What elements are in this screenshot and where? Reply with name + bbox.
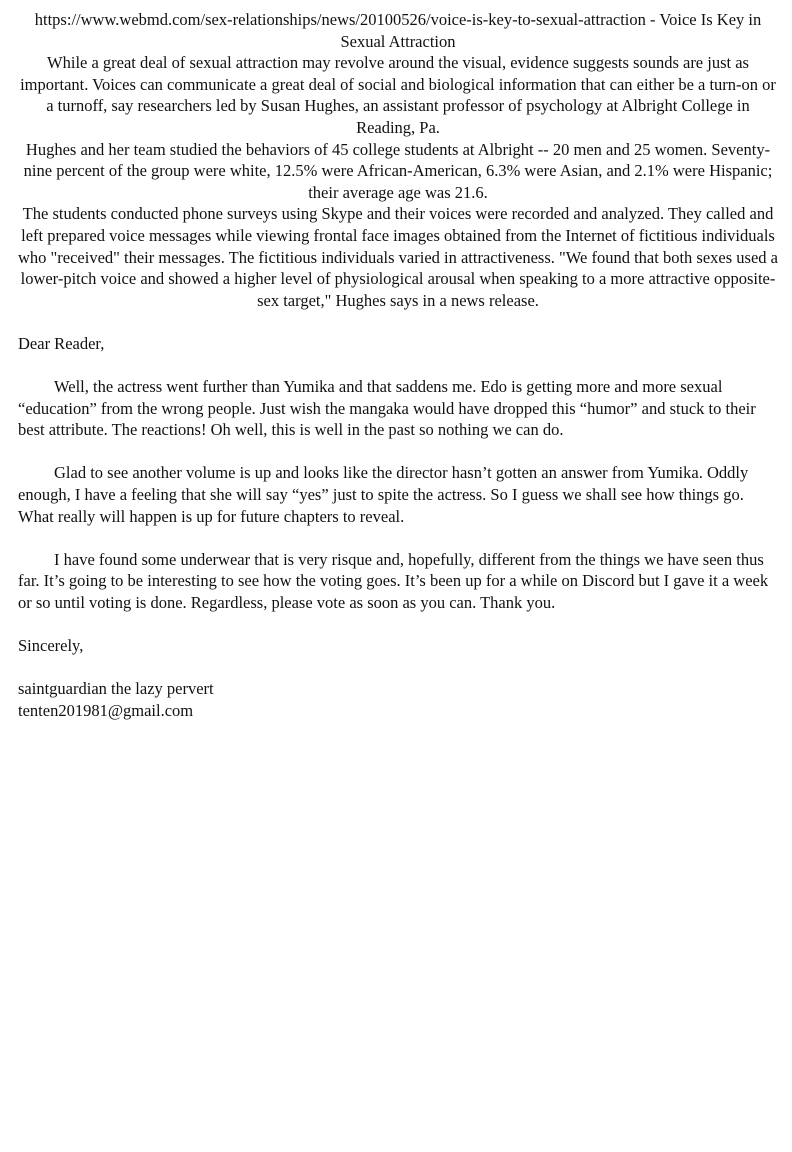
letter xyxy=(18,333,778,722)
spacer xyxy=(18,527,778,549)
signature-email: tenten201981@gmail.com xyxy=(18,701,194,720)
letter-salutation: Dear Reader, xyxy=(18,333,105,353)
source-excerpt xyxy=(18,9,778,311)
letter-closing: Sincerely, xyxy=(18,636,84,656)
letter-paragraph: I have found some underwear that is very risque and, hopefully, different from the things we have seen thus far. It’s going to be interesting to see how the voting goes. It’s been up for a while on Discord but I gave it a week or so until voting is done. Regardless, please vote as soon as you can. Thank you. xyxy=(18,549,769,613)
source-paragraph: The students conducted phone surveys using Skype and their voices were recorded and analyzed. They called and left prepared voice messages while viewing frontal face images obtained from the Internet of fictitious individuals who "received" their messages. The fictitious individuals varied in attractiveness. "We found that both sexes used a lower-pitch voice and showed a higher level of physiological arousal when speaking to a more attractive opposite-sex target," Hughes says in a news release. xyxy=(18,204,778,310)
spacer xyxy=(18,441,778,463)
spacer xyxy=(18,657,778,679)
signature-name: saintguardian the lazy pervert xyxy=(18,679,214,699)
spacer xyxy=(18,311,778,333)
letter-paragraph: Well, the actress went further than Yumika and that saddens me. Edo is getting more and more sexual “education” from the wrong people. Just wish the mangaka would have dropped this “humor” and stuck to their best attribute. The reactions! Oh well, this is well in the past so nothing we can do. xyxy=(18,377,756,440)
document-page xyxy=(18,9,778,722)
source-url-title: https://www.webmd.com/sex-relationships/news/20100526/voice-is-key-to-sexual-attraction - Voice Is Key in Sexual Attraction xyxy=(34,10,762,51)
source-paragraph: While a great deal of sexual attraction may revolve around the visual, evidence suggests sounds are just as important. Voices can communicate a great deal of social and biological information that can either be a turn-on or a turnoff, say researchers led by Susan Hughes, an assistant professor of psychology at Albright College in Reading, Pa. xyxy=(20,53,776,137)
spacer xyxy=(18,355,778,377)
source-paragraph: Hughes and her team studied the behaviors of 45 college students at Albright -- 20 men and 25 women. Seventy-nine percent of the group were white, 12.5% were African-American, 6.3% were Asian, and 2.1% were Hispanic; their average age was 21.6. xyxy=(23,139,773,202)
spacer xyxy=(18,614,778,636)
letter-paragraph: Glad to see another volume is up and looks like the director hasn’t gotten an answer from Yumika. Oddly enough, I have a feeling that she will say “yes” just to spite the actress. So I guess we shall see how things go. What really will happen is up for future chapters to reveal. xyxy=(18,463,749,526)
